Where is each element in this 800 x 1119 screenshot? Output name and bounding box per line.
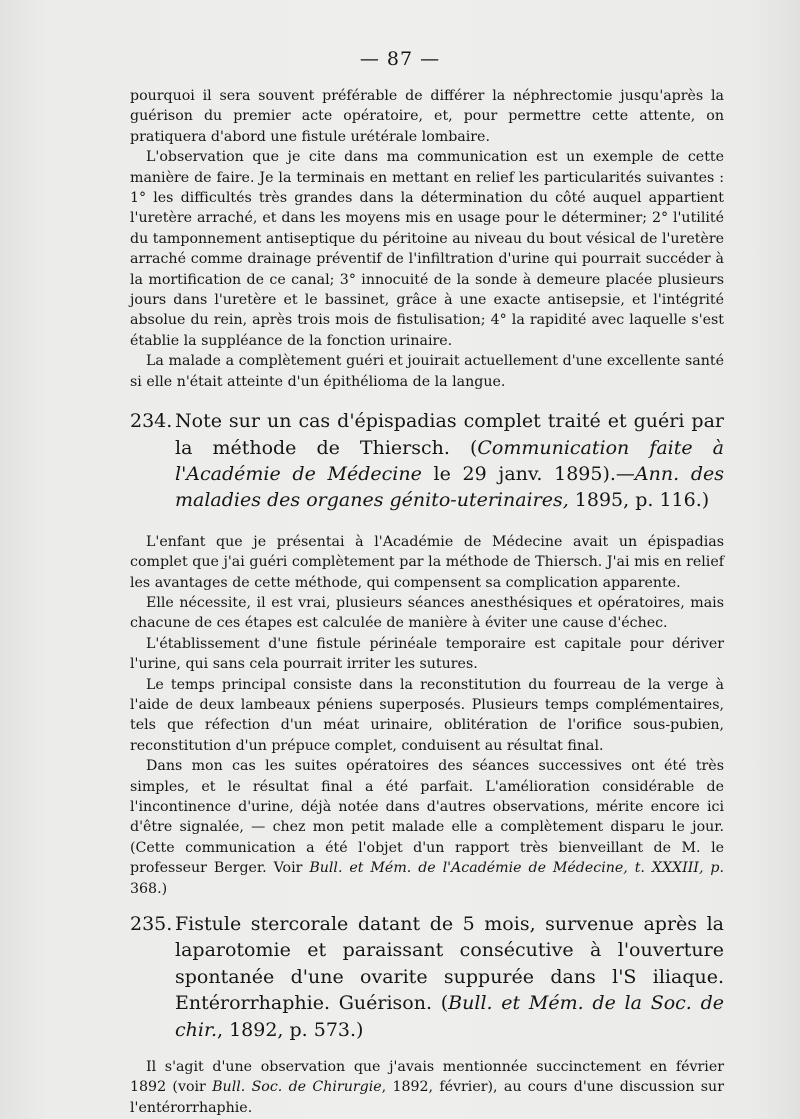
- entry-235-paragraph-1: [130, 1057, 724, 1118]
- entry-citation: 1895, p. 116.): [568, 489, 710, 512]
- entry-234-paragraph-3: L'établissement d'une fistule périnéale temporaire est capitale pour dériver l'urine, qui sans cela pourrait irriter les sutures.: [130, 635, 724, 673]
- intro-paragraph-2: L'observation que je cite dans ma communication est un exemple de cette manière de faire. Je la terminais en mettant en relief les particularités suivantes : 1° les difficultés très grandes dans la détermination du côté auquel appartient l'uretère arraché, et dans les moyens mis en usage pour le déterminer; 2° l'utilité du tamponnement antiseptique du péritoine au niveau du bout vésical de l'uretère arraché comme drainage préventif de l'infiltration d'urine qui pourrait succéder à la mortification de ce canal; 3° innocuité de la sonde à demeure placée plusieurs jours dans l'uretère et le bassinet, grâce à une exacte antisepsie, et l'intégrité absolue du rein, après trois mois de fistulisation; 4° la rapidité avec laquelle s'est établie la suppléance de la fonction urinaire.: [130, 149, 724, 349]
- entry-234-paragraph-2: Elle nécessite, il est vrai, plusieurs séances anesthésiques et opératoires, mais chacune de ces étapes est calculée de manière à éviter une cause d'échec.: [130, 594, 724, 632]
- paragraph-text: Il s'agit d'une observation que j'avais mentionnée succinctement en février 1892 (voir: [130, 1059, 724, 1096]
- entry-reference: Bull. et Mém. de la Soc. de chir.: [175, 992, 724, 1041]
- entry-journal: Ann. des maladies des organes génito-uterinaires,: [175, 462, 724, 512]
- paragraph-end: 368.): [130, 880, 168, 897]
- page-number: — 87 —: [359, 48, 441, 70]
- entry-234-paragraph-5: [130, 756, 724, 899]
- entry-title: Note sur un cas d'épispadias complet traité et guéri par la méthode de Thiersch. (: [175, 410, 724, 459]
- entry-citation: , 1892, p. 573.): [217, 1018, 364, 1041]
- intro-paragraph-3: La malade a complètement guéri et jouirait actuellement d'une excellente santé si elle n'était atteinte d'un épithélioma de la langue.: [130, 353, 724, 390]
- entry-date: le 29 janv. 1895).—: [421, 462, 635, 485]
- entry-number: 235.: [130, 913, 173, 936]
- paragraph-reference: Bull. et Mém. de l'Académie de Médecine, t. XXXIII, p.: [309, 860, 724, 877]
- paragraph-end: , 1892, février), au cours d'une discussion sur l'entérorrhaphie.: [130, 1079, 724, 1116]
- entry-title: Fistule stercorale datant de 5 mois, survenue après la laparotomie et paraissant consécutive à l'ouverture spontanée d'une ovarite suppurée dans l'S iliaque. Entérorrhaphie. Guérison. (: [175, 913, 724, 1015]
- page-content: [130, 86, 724, 1118]
- paragraph-text: Dans mon cas les suites opératoires des séances successives ont été très simples, et le résultat final a été parfait. L'amélioration considérable de l'incontinence d'urine, déjà notée dans d'autres observations, mérite encore ici d'être signalée, — chez mon petit malade elle a complètement disparu le jour. (Cette communication a été l'objet d'un rapport très bienveillant de M. le professeur Berger. Voir: [130, 758, 724, 877]
- entry-234-paragraph-1: L'enfant que je présentai à l'Académie de Médecine avait un épispadias complet que j'ai guéri complètement par la méthode de Thiersch. J'ai mis en relief les avantages de cette méthode, qui compensent sa complication apparente.: [130, 533, 724, 591]
- paragraph-reference: Bull. Soc. de Chirurgie: [212, 1079, 382, 1096]
- entry-234-paragraph-4: Le temps principal consiste dans la reconstitution du fourreau de la verge à l'aide de deux lambeaux péniens superposés. Plusieurs temps complémentaires, tels que réfection d'un méat urinaire, oblitération de l'orifice sous-pubien, reconstitution d'un prépuce complet, conduisent au résultat final.: [130, 676, 724, 754]
- entry-number: 234.: [130, 410, 173, 433]
- entry-234-heading: [130, 408, 724, 514]
- entry-235-heading: [130, 911, 724, 1043]
- entry-reference: Communication faite à l'Académie de Médecine: [175, 436, 725, 485]
- intro-paragraph-1: pourquoi il sera souvent préférable de différer la néphrectomie jusqu'après la guérison du premier acte opératoire, et, pour permettre cette attente, on pratiquera d'abord une fistule urétérale lombaire.: [130, 88, 724, 145]
